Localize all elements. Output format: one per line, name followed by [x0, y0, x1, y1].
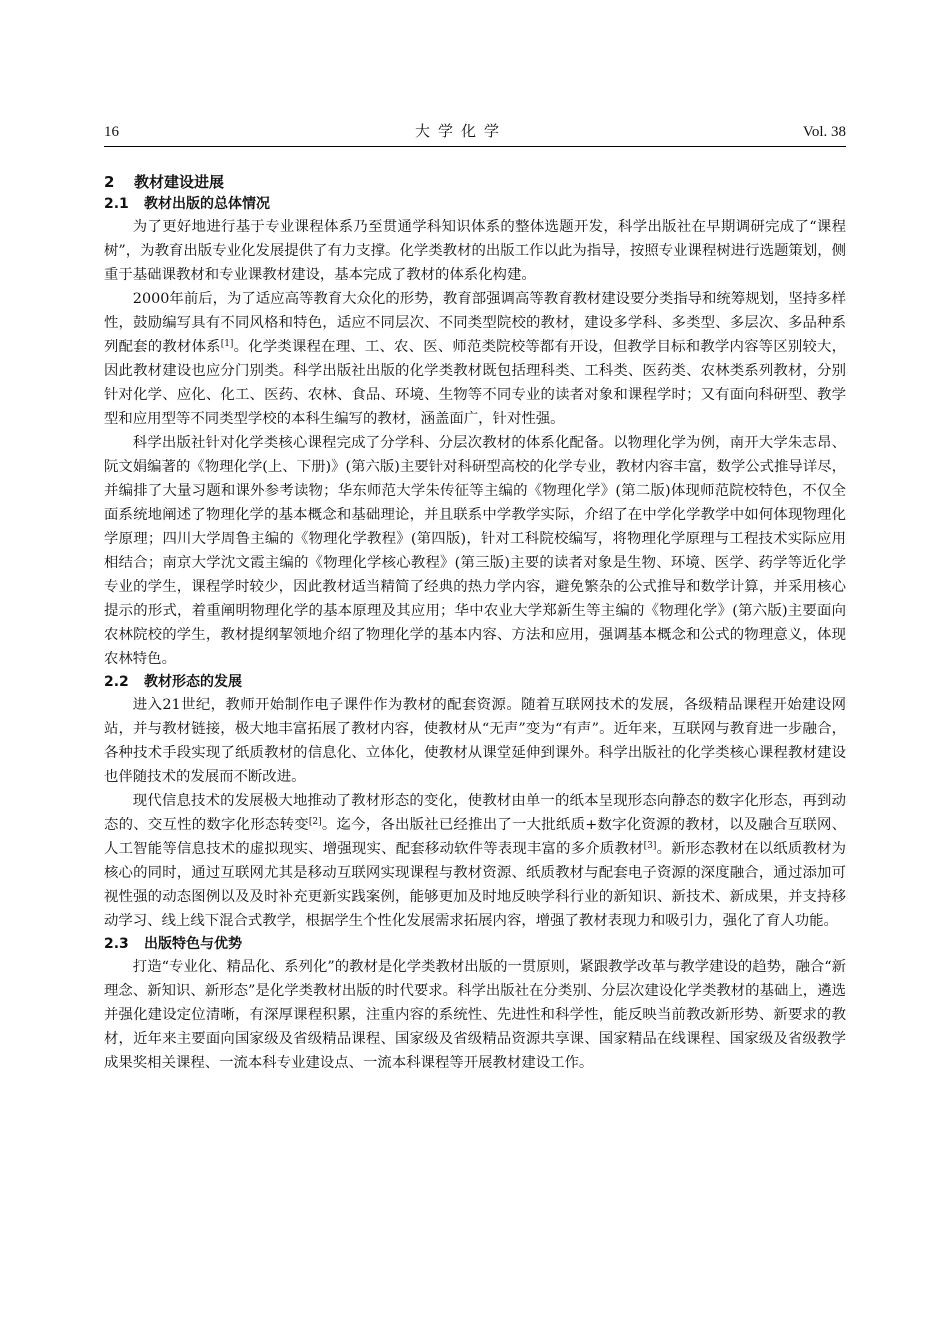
paragraph-text: 。迄今，各出版社已经推出了一大批纸质+数字化资源的教材，以及融合互联网、人工智能等信息技术的虚拟现实、增强现实、配套移动软件等表现丰富的多介质教材 — [104, 817, 846, 857]
running-header — [104, 120, 846, 147]
subsection-2-2-heading — [104, 671, 846, 693]
paragraph — [104, 287, 846, 431]
paragraph-text: 。化学类课程在理、工、农、医、师范类院校等都有开设，但教学目标和教学内容等区别较大，因此教材建设也应分门别类。科学出版社出版的化学类教材既包括理科类、工科类、医药类、农林类系列教材，分别针对化学、应化、化工、医药、农林、食品、环境、生物等不同专业的读者对象和课程学时；又有面向科研型、教学型和应用型等不同类型学校的本科生编写的教材，涵盖面广，针对性强。 — [104, 339, 846, 427]
paragraph — [104, 693, 846, 789]
paragraph-text: 为了更好地进行基于专业课程体系乃至贯通学科知识体系的整体选题开发，科学出版社在早期调研完成了“课程树”，为教育出版专业化发展提供了有力支撑。化学类教材的出版工作以此为指导，按照专业课程树进行选题策划，侧重于基础课教材和专业课教材建设，基本完成了教材的体系化构建。 — [104, 219, 846, 283]
citation-ref: [1] — [220, 339, 234, 349]
paragraph — [104, 431, 846, 671]
subsection-title: 教材出版的总体情况 — [144, 196, 270, 212]
paragraph — [104, 215, 846, 287]
subsection-number: 2.1 — [104, 196, 129, 212]
paragraph — [104, 955, 846, 1075]
section-title: 教材建设进展 — [134, 173, 225, 191]
subsection-2-3-heading — [104, 933, 846, 955]
paragraph — [104, 789, 846, 933]
citation-ref: [3] — [643, 841, 657, 851]
page — [104, 120, 846, 1075]
section-2-heading — [104, 171, 846, 193]
paragraph-text: 打造“专业化、精品化、系列化”的教材是化学类教材出版的一贯原则，紧跟教学改革与教学建设的趋势，融合“新理念、新知识、新形态”是化学类教材出版的时代要求。科学出版社在分类别、分层次建设化学类教材的基础上，遴选并强化建设定位清晰，有深厚课程积累，注重内容的系统性、先进性和科学性，能反映当前教改新形势、新要求的教材，近年来主要面向国家级及省级精品课程、国家级及省级精品资源共享课、国家精品在线课程、国家级及省级教学成果奖相关课程、一流本科专业建设点、一流本科课程等开展教材建设工作。 — [104, 959, 846, 1071]
journal-title: 大学化学 — [414, 122, 507, 140]
paragraph-text: 2000年前后，为了适应高等教育大众化的形势，教育部强调高等教育教材建设要分类指导和统筹规划，坚持多样性，鼓励编写具有不同风格和特色，适应不同层次、不同类型院校的教材，建设多学科、多类型、多层次、多品种系列配套的教材体系 — [104, 291, 846, 355]
paragraph-text: 进入21世纪，教师开始制作电子课件作为教材的配套资源。随着互联网技术的发展，各级精品课程开始建设网站，并与教材链接，极大地丰富拓展了教材内容，使教材从“无声”变为“有声”。近年来，互联网与教育进一步融合，各种技术手段实现了纸质教材的信息化、立体化，使教材从课堂延伸到课外。科学出版社的化学类核心课程教材建设也伴随技术的发展而不断改进。 — [104, 697, 846, 785]
page-number: 16 — [104, 124, 119, 140]
volume-label: Vol. 38 — [802, 124, 846, 140]
article-body — [104, 171, 846, 1075]
subsection-title: 出版特色与优势 — [144, 936, 242, 952]
subsection-2-1-heading — [104, 193, 846, 215]
citation-ref: [2] — [308, 817, 322, 827]
subsection-number: 2.3 — [104, 936, 129, 952]
section-number: 2 — [104, 173, 115, 191]
paragraph-text: 。新形态教材在以纸质教材为核心的同时，通过互联网尤其是移动互联网实现课程与教材资源、纸质教材与配套电子资源的深度融合，通过添加可视性强的动态图例以及及时补充更新实践案例，能够更加及时地反映学科行业的新知识、新技术、新成果，并支持移动学习、线上线下混合式教学，根据学生个性化发展需求拓展内容，增强了教材表现力和吸引力，强化了育人功能。 — [104, 841, 846, 929]
paragraph-text: 现代信息技术的发展极大地推动了教材形态的变化，使教材由单一的纸本呈现形态向静态的数字化形态，再到动态的、交互性的数字化形态转变 — [104, 793, 846, 833]
subsection-number: 2.2 — [104, 674, 129, 690]
paragraph-text: 科学出版社针对化学类核心课程完成了分学科、分层次教材的体系化配备。以物理化学为例，南开大学朱志昂、阮文娟编著的《物理化学(上、下册)》(第六版)主要针对科研型高校的化学专业，教材内容丰富，数学公式推导详尽，并编排了大量习题和课外参考读物；华东师范大学朱传征等主编的《物理化学》(第二版)体现师范院校特色，不仅全面系统地阐述了物理化学的基本概念和基础理论，并且联系中学教学实际，介绍了在中学化学教学中如何体现物理化学原理；四川大学周鲁主编的《物理化学教程》(第四版)，针对工科院校编写，将物理化学原理与工程技术实际应用相结合；南京大学沈文霞主编的《物理化学核心教程》(第三版)主要的读者对象是生物、环境、医学、药学等近化学专业的学生，课程学时较少，因此教材适当精简了经典的热力学内容，避免繁杂的公式推导和数学计算，并采用核心提示的形式，着重阐明物理化学的基本原理及其应用；华中农业大学郑新生等主编的《物理化学》(第六版)主要面向农林院校的学生，教材提纲挈领地介绍了物理化学的基本内容、方法和应用，强调基本概念和公式的物理意义，体现农林特色。 — [104, 435, 846, 667]
subsection-title: 教材形态的发展 — [144, 674, 242, 690]
